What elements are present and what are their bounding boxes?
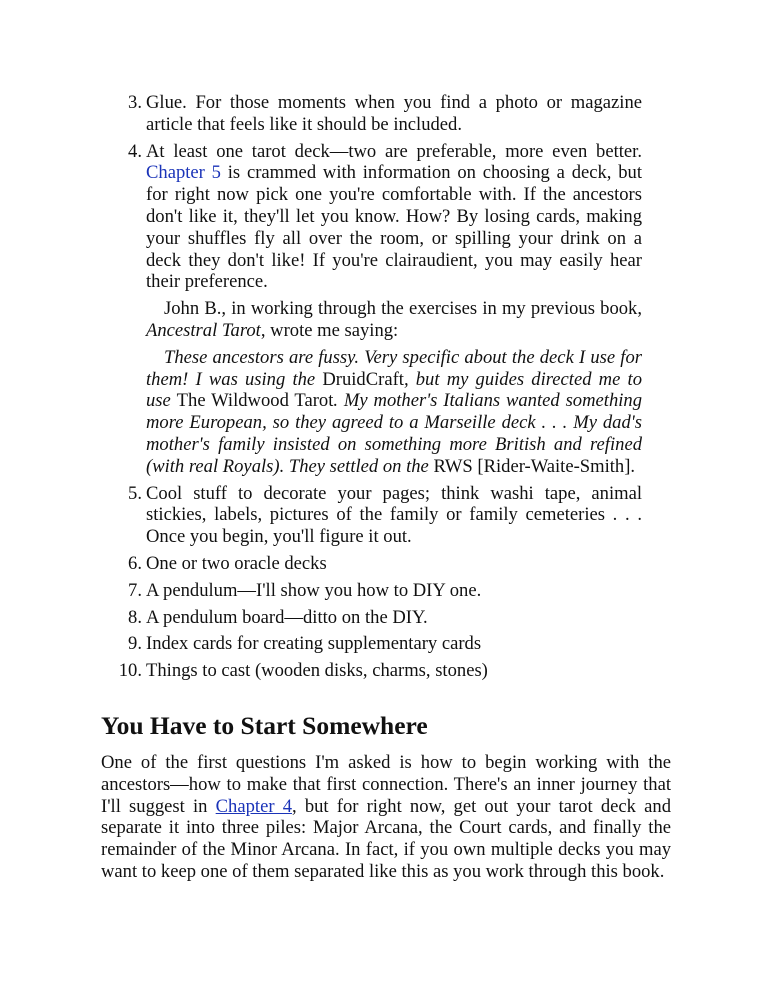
quote-text: . [630, 455, 636, 477]
book-title: Ancestral Tarot [146, 319, 261, 341]
list-item [0, 660, 772, 682]
deck-name: RWS [Rider-Waite-Smith] [433, 455, 631, 477]
note-text: , wrote me saying: [260, 319, 399, 341]
note-text: John B., in working through the exercises in my previous book, [164, 298, 642, 320]
list-item-number: 7. [128, 579, 142, 601]
list-item-number: 6. [128, 552, 142, 574]
list-item-text: Things to cast (wooden disks, charms, stones) [146, 660, 488, 682]
list-item-number: 9. [128, 633, 142, 655]
list-item-number: 5. [128, 482, 142, 504]
list-item [0, 633, 772, 655]
list-item-text: Cool stuff to decorate your pages; think washi tape, animal stickies, labels, pictures of the family or family cemeteries . . . Once you begin, you'll figure it out. [146, 482, 642, 548]
deck-name: DruidCraft [322, 368, 404, 390]
list-item-text [146, 141, 642, 294]
list-item [0, 580, 772, 602]
list-item-text-part: is crammed with information on choosing a deck, but for right now pick one you're comfortable with. If the ancestors don't like it, they'll let you know. How? By losing cards, making your shuffles fly all over the room, or spilling your drink on a deck they don't like! If you're clairaudient, you may easily hear their preference. [146, 162, 642, 293]
chapter-4-link[interactable]: Chapter 4 [215, 795, 292, 817]
block-quote [146, 347, 642, 478]
list-item-number: 3. [128, 92, 142, 113]
paragraph-text: One of the first questions I'm asked is how to begin working with the ancestors—how to make that first connection. There's an inner journey that I'll suggest in [101, 752, 671, 817]
list-item [0, 553, 772, 575]
paragraph-text: , but for right now, get out your tarot deck and separate it into three piles: Major Arcana, the Court cards, and finally the remainder of the Minor Arcana. In fact, if you own multiple decks you may want to keep one of them separated like this as you work through this book. [101, 795, 671, 882]
list-item-text: A pendulum—I'll show you how to DIY one. [146, 579, 482, 601]
list-item-number: 4. [128, 140, 142, 162]
list-item [0, 483, 772, 548]
reader-note [146, 298, 642, 342]
list-item-text: A pendulum board—ditto on the DIY. [146, 606, 428, 628]
list-item-number: 10. [118, 660, 142, 682]
chapter-5-link[interactable]: Chapter 5 [146, 162, 221, 184]
list-item [0, 607, 772, 629]
quote-text: These ancestors are fussy. Very specific about the deck I use for them! I was using the [146, 346, 642, 390]
list-item-number: 8. [128, 606, 142, 628]
list-item-text: One or two oracle decks [146, 552, 327, 574]
list-item-text: Index cards for creating supplementary cards [146, 633, 482, 655]
supply-list [0, 92, 772, 687]
list-item-text: Glue. For those moments when you find a photo or magazine article that feels like it should be included. [146, 92, 642, 135]
section-heading: You Have to Start Somewhere [101, 711, 428, 740]
quote-text: , but my guides directed me to use [146, 368, 642, 412]
list-item [0, 92, 772, 136]
quote-text: . My mother's Italians wanted something more European, so they agreed to a Marseille deck . . . My dad's mother's family insisted on something more British and refined (with real Royals). They settled on the [146, 390, 643, 477]
list-item [0, 141, 772, 294]
section-paragraph [101, 752, 671, 883]
list-item-text-part: At least one tarot deck—two are preferable, more even better. [146, 140, 642, 162]
deck-name: The Wildwood Tarot [176, 390, 334, 412]
